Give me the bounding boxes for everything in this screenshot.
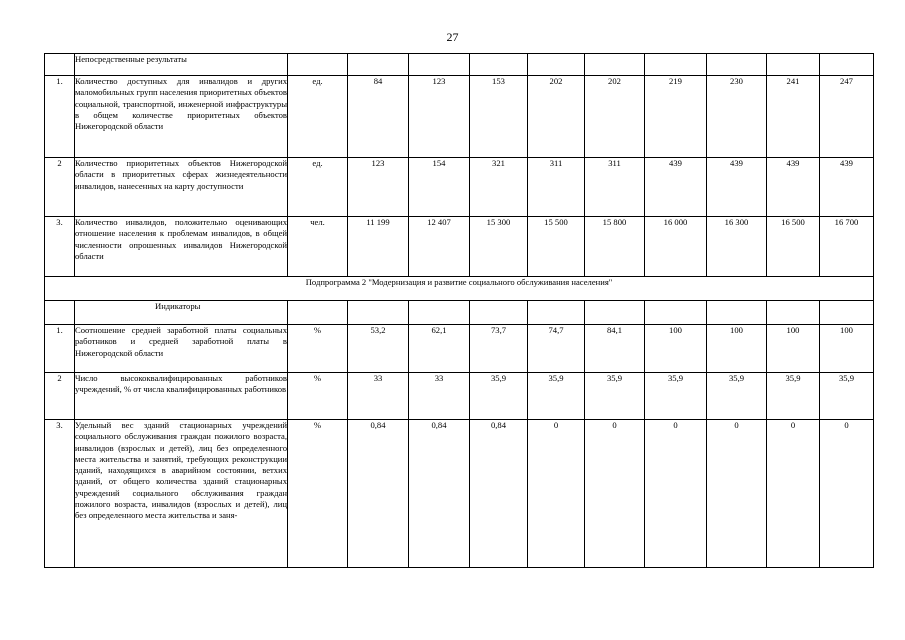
- indicator-text: Число высококвалифицированных работников учреждений, % от числа квалифицированных работников: [75, 373, 288, 420]
- unit-cell: чел.: [288, 217, 348, 277]
- table-cell: [528, 301, 585, 325]
- indicator-text: Соотношение средней заработной платы социальных работников и средней заработной платы в Нижегородской области: [75, 325, 288, 373]
- unit-cell: %: [288, 373, 348, 420]
- value-cell: 11 199: [348, 217, 409, 277]
- value-cell: 35,9: [707, 373, 767, 420]
- row-number: 1.: [45, 76, 75, 158]
- value-cell: 35,9: [767, 373, 820, 420]
- value-cell: 100: [707, 325, 767, 373]
- section-indicators: Индикаторы: [75, 301, 288, 325]
- value-cell: 84: [348, 76, 409, 158]
- table-cell: [645, 301, 707, 325]
- indicator-text: Удельный вес зданий стационарных учреждений социального обслуживания граждан пожилого возраста, инвалидов (взрослых и детей), лиц без определенного места жительства и занятий, требующих реконструкции зданий, находящихся в аварийном состоянии, ветхих зданий, от общего количества зданий стационарных учреждений социального обслуживания граждан пожилого возраста, инвалидов (взрослых и детей), лиц без определенного места жительства и заня-: [75, 420, 288, 568]
- value-cell: 153: [470, 76, 528, 158]
- row-number: 3.: [45, 217, 75, 277]
- table-cell: [470, 54, 528, 76]
- section-header-row: [45, 54, 874, 76]
- unit-cell: %: [288, 325, 348, 373]
- row-number: 2: [45, 373, 75, 420]
- value-cell: 0,84: [470, 420, 528, 568]
- subprogram-row: [45, 277, 874, 301]
- table-cell: [288, 301, 348, 325]
- value-cell: 0: [707, 420, 767, 568]
- table-row: [45, 373, 874, 420]
- indicator-text: Количество доступных для инвалидов и других маломобильных групп населения приоритетных объектов социальной, транспортной, инженерной инфраструктуры в общем количестве приоритетных объектов Нижегородской области: [75, 76, 288, 158]
- value-cell: 311: [528, 158, 585, 217]
- unit-cell: ед.: [288, 76, 348, 158]
- value-cell: 53,2: [348, 325, 409, 373]
- table-cell: [348, 54, 409, 76]
- table-row: [45, 217, 874, 277]
- table-row: [45, 325, 874, 373]
- value-cell: 230: [707, 76, 767, 158]
- value-cell: 0,84: [348, 420, 409, 568]
- value-cell: 74,7: [528, 325, 585, 373]
- table-cell: [707, 301, 767, 325]
- indicator-text: Количество приоритетных объектов Нижегородской области в приоритетных сферах жизнедеятельности инвалидов, нанесенных на карту доступности: [75, 158, 288, 217]
- table-cell: [820, 301, 874, 325]
- value-cell: 439: [645, 158, 707, 217]
- table-cell: [528, 54, 585, 76]
- value-cell: 100: [767, 325, 820, 373]
- value-cell: 33: [348, 373, 409, 420]
- indicator-text: Количество инвалидов, положительно оценивающих отношение населения к проблемам инвалидов, в общей численности опрошенных инвалидов Нижегородской области: [75, 217, 288, 277]
- page-number: 27: [446, 30, 459, 44]
- value-cell: 15 300: [470, 217, 528, 277]
- value-cell: 0: [645, 420, 707, 568]
- value-cell: 321: [470, 158, 528, 217]
- value-cell: 16 300: [707, 217, 767, 277]
- value-cell: 439: [707, 158, 767, 217]
- table-row: [45, 420, 874, 568]
- value-cell: 16 700: [820, 217, 874, 277]
- value-cell: 202: [585, 76, 645, 158]
- table-cell: [409, 301, 470, 325]
- unit-cell: %: [288, 420, 348, 568]
- value-cell: 35,9: [585, 373, 645, 420]
- value-cell: 33: [409, 373, 470, 420]
- value-cell: 73,7: [470, 325, 528, 373]
- table-cell: [585, 54, 645, 76]
- value-cell: 219: [645, 76, 707, 158]
- value-cell: 202: [528, 76, 585, 158]
- table-cell: [470, 301, 528, 325]
- value-cell: 439: [820, 158, 874, 217]
- table-cell: [409, 54, 470, 76]
- table-cell: [348, 301, 409, 325]
- value-cell: 35,9: [470, 373, 528, 420]
- value-cell: 100: [820, 325, 874, 373]
- table-cell: [45, 301, 75, 325]
- value-cell: 0,84: [409, 420, 470, 568]
- value-cell: 0: [820, 420, 874, 568]
- table-row: [45, 158, 874, 217]
- row-number: 3.: [45, 420, 75, 568]
- row-number: 1.: [45, 325, 75, 373]
- value-cell: 439: [767, 158, 820, 217]
- value-cell: 15 800: [585, 217, 645, 277]
- value-cell: 16 500: [767, 217, 820, 277]
- value-cell: 154: [409, 158, 470, 217]
- value-cell: 84,1: [585, 325, 645, 373]
- value-cell: 35,9: [820, 373, 874, 420]
- section-direct-results: Непосредственные результаты: [75, 54, 288, 76]
- table-cell: [45, 54, 75, 76]
- table-cell: [585, 301, 645, 325]
- value-cell: 123: [348, 158, 409, 217]
- value-cell: 0: [767, 420, 820, 568]
- subprogram-title: Подпрограмма 2 "Модернизация и развитие социального обслуживания населения": [45, 277, 874, 301]
- section-header-row: [45, 301, 874, 325]
- value-cell: 0: [585, 420, 645, 568]
- value-cell: 311: [585, 158, 645, 217]
- table-cell: [645, 54, 707, 76]
- table-cell: [288, 54, 348, 76]
- value-cell: 247: [820, 76, 874, 158]
- value-cell: 35,9: [528, 373, 585, 420]
- table-cell: [767, 301, 820, 325]
- value-cell: 123: [409, 76, 470, 158]
- value-cell: 35,9: [645, 373, 707, 420]
- value-cell: 241: [767, 76, 820, 158]
- indicators-table: [44, 53, 874, 568]
- value-cell: 16 000: [645, 217, 707, 277]
- table-cell: [767, 54, 820, 76]
- unit-cell: ед.: [288, 158, 348, 217]
- value-cell: 12 407: [409, 217, 470, 277]
- table-cell: [820, 54, 874, 76]
- value-cell: 0: [528, 420, 585, 568]
- table-row: [45, 76, 874, 158]
- value-cell: 62,1: [409, 325, 470, 373]
- value-cell: 100: [645, 325, 707, 373]
- table-cell: [707, 54, 767, 76]
- row-number: 2: [45, 158, 75, 217]
- value-cell: 15 500: [528, 217, 585, 277]
